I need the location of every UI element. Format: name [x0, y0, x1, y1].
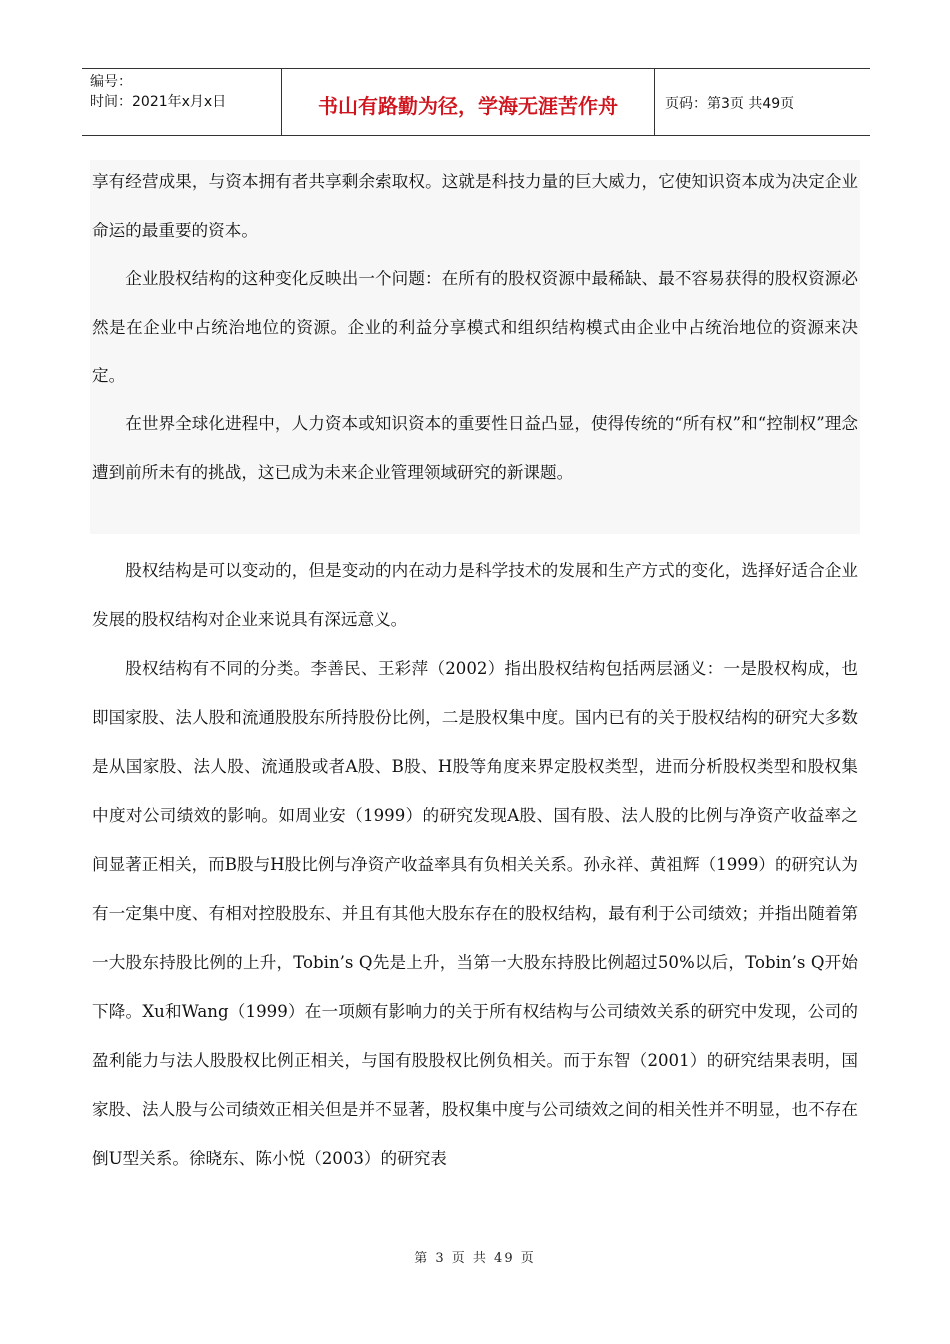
header-meta — [82, 69, 282, 135]
header-page-info: 页码：第3页 共49页 — [665, 96, 795, 112]
date-label: 时间：2021年x月x日 — [90, 94, 227, 110]
paragraph: 股权结构是可以变动的，但是变动的内在动力是科学技术的发展和生产方式的变化，选择好适合企业发展的股权结构对企业来说具有深远意义。 — [92, 561, 858, 629]
page-header — [82, 68, 870, 136]
paragraph: 在世界全球化进程中，人力资本或知识资本的重要性日益凸显，使得传统的“所有权”和“控制权”理念遭到前所未有的挑战，这已成为未来企业管理领域研究的新课题。 — [92, 414, 858, 482]
page-footer: 第 3 页 共 49 页 — [414, 1251, 536, 1266]
code-label: 编号： — [90, 74, 132, 90]
paragraph: 企业股权结构的这种变化反映出一个问题：在所有的股权资源中最稀缺、最不容易获得的股权资源必然是在企业中占统治地位的资源。企业的利益分享模式和组织结构模式由企业中占统治地位的资源来决定。 — [92, 269, 858, 385]
paragraph: 股权结构有不同的分类。李善民、王彩萍（2002）指出股权结构包括两层涵义：一是股权构成，也即国家股、法人股和流通股股东所持股份比例，二是股权集中度。国内已有的关于股权结构的研究大多数是从国家股、法人股、流通股或者A股、B股、H股等角度来界定股权类型，进而分析股权类型和股权集中度对公司绩效的影响。如周业安（1999）的研究发现A股、国有股、法人股的比例与净资产收益率之间显著正相关，而B股与H股比例与净资产收益率具有负相关关系。孙永祥、黄祖辉（1999）的研究认为有一定集中度、有相对控股股东、并且有其他大股东存在的股权结构，最有利于公司绩效；并指出随着第一大股东持股比例的上升，Tobin’s Q先是上升，当第一大股东持股比例超过50%以后，Tobin’s Q开始下降。Xu和Wang（1999）在一项颇有影响力的关于所有权结构与公司绩效关系的研究中发现，公司的盈利能力与法人股股权比例正相关，与国有股股权比例负相关。而于东智（2001）的研究结果表明，国家股、法人股与公司绩效正相关但是并不显著，股权集中度与公司绩效之间的相关性并不明显，也不存在倒U型关系。徐晓东、陈小悦（2003）的研究表 — [92, 659, 858, 1168]
paragraph: 享有经营成果，与资本拥有者共享剩余索取权。这就是科技力量的巨大威力，它使知识资本成为决定企业命运的最重要的资本。 — [92, 172, 858, 240]
header-motto: 书山有路勤为径，学海无涯苦作舟 — [282, 69, 655, 135]
